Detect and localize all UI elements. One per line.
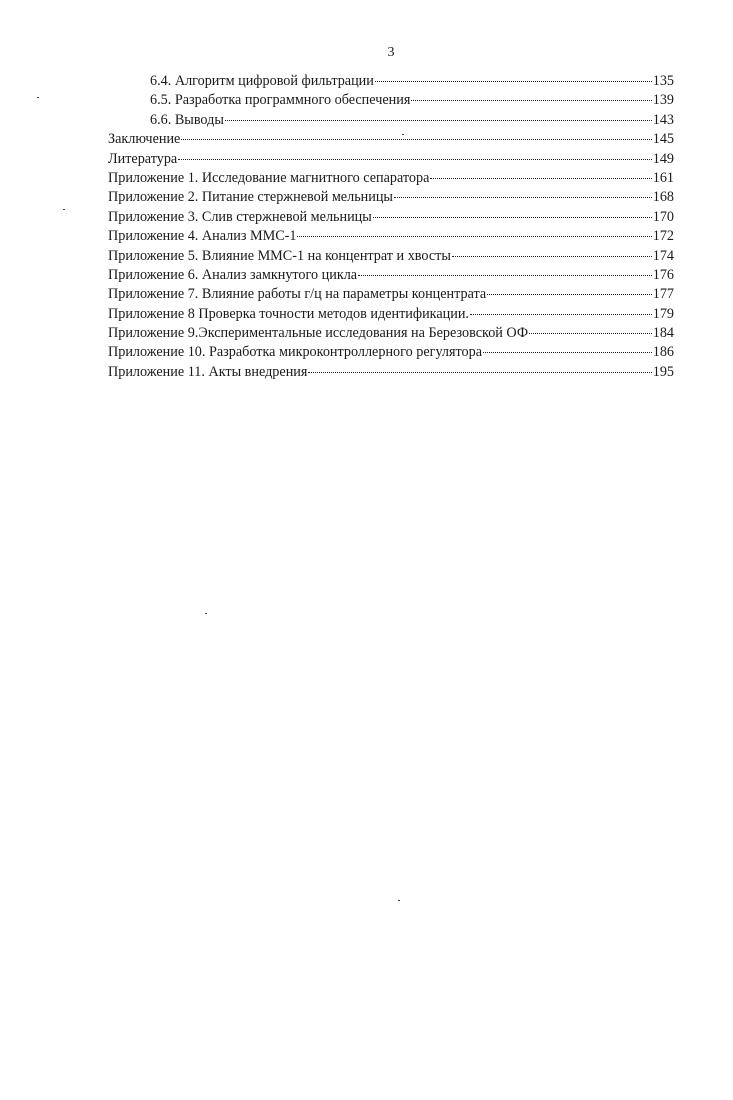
toc-entry-title: Заключение [108,131,181,148]
toc-entry-page: 168 [652,189,674,206]
scan-speck [205,613,207,614]
toc-leader-dots [430,174,651,179]
toc-entry-page: 135 [652,73,674,89]
toc-entry-title: Приложение 1. Исследование магнитного сепаратора [108,169,430,186]
toc-entry-title: Приложение 7. Влияние работы г/ц на параметры концентрата [108,286,487,303]
toc-entry [108,111,674,130]
toc-entry-title: 6.4. Алгоритм цифровой фильтрации [150,73,374,89]
toc-entry-page: 143 [652,111,674,128]
toc-leader-dots [470,310,652,315]
toc-entry [108,169,674,188]
toc-entry-title: Литература [108,150,178,167]
toc-entry-page: 176 [652,266,674,283]
toc-leader-dots [297,232,651,237]
toc-entry-title: Приложение 3. Слив стержневой мельницы [108,208,372,225]
scan-speck [398,900,400,901]
scan-speck [402,134,404,135]
toc-entry [108,324,674,343]
toc-entry-title: 6.6. Выводы [150,111,224,128]
toc-entry-page: 149 [652,150,674,167]
toc-entry [108,208,674,227]
toc-entry [108,363,674,382]
toc-entry [108,266,674,285]
toc-entry [108,188,674,207]
toc-entry [108,305,674,324]
toc-entry-title: Приложение 11. Акты внедрения [108,363,308,380]
table-of-contents [108,72,674,382]
toc-entry [108,72,674,91]
toc-entry [108,247,674,266]
toc-leader-dots [529,329,652,334]
page-number: 3 [387,45,395,60]
toc-entry-title: Приложение 5. Влияние ММС-1 на концентрат и хвосты [108,247,451,264]
toc-entry [108,91,674,110]
toc-leader-dots [373,213,652,218]
toc-leader-dots [375,77,652,82]
toc-entry-page: 186 [652,344,674,361]
toc-leader-dots [411,96,651,101]
toc-entry-page: 174 [652,247,674,264]
toc-leader-dots [308,368,651,373]
toc-leader-dots [181,135,651,140]
toc-entry-title: 6.5. Разработка программного обеспечения [150,92,411,109]
toc-entry-page: 161 [652,169,674,186]
toc-entry-title: Приложение 6. Анализ замкнутого цикла [108,266,358,283]
toc-entry [108,150,674,169]
toc-entry-title: Приложение 9.Экспериментальные исследования на Березовской ОФ [108,325,529,342]
toc-entry-page: 145 [652,131,674,148]
toc-entry-page: 177 [652,286,674,303]
toc-leader-dots [394,193,652,198]
scan-speck [63,209,65,210]
toc-entry-title: Приложение 4. Анализ ММС-1 [108,228,297,245]
toc-entry [108,343,674,362]
toc-entry-page: 184 [652,325,674,342]
toc-entry-title: Приложение 8 Проверка точности методов идентификации. [108,305,469,322]
toc-entry [108,285,674,304]
toc-entry-page: 172 [652,228,674,245]
toc-leader-dots [483,348,652,353]
toc-entry [108,130,674,149]
toc-entry-page: 170 [652,208,674,225]
toc-entry-title: Приложение 10. Разработка микроконтроллерного регулятора [108,344,483,361]
toc-entry-page: 195 [652,363,674,380]
toc-leader-dots [225,116,652,121]
toc-entry-title: Приложение 2. Питание стержневой мельницы [108,189,393,206]
toc-leader-dots [452,252,652,257]
toc-entry [108,227,674,246]
toc-entry-page: 179 [652,305,674,322]
toc-leader-dots [178,155,651,160]
toc-leader-dots [358,271,652,276]
toc-entry-page: 139 [652,92,674,109]
toc-leader-dots [487,290,652,295]
scan-speck [37,97,39,98]
